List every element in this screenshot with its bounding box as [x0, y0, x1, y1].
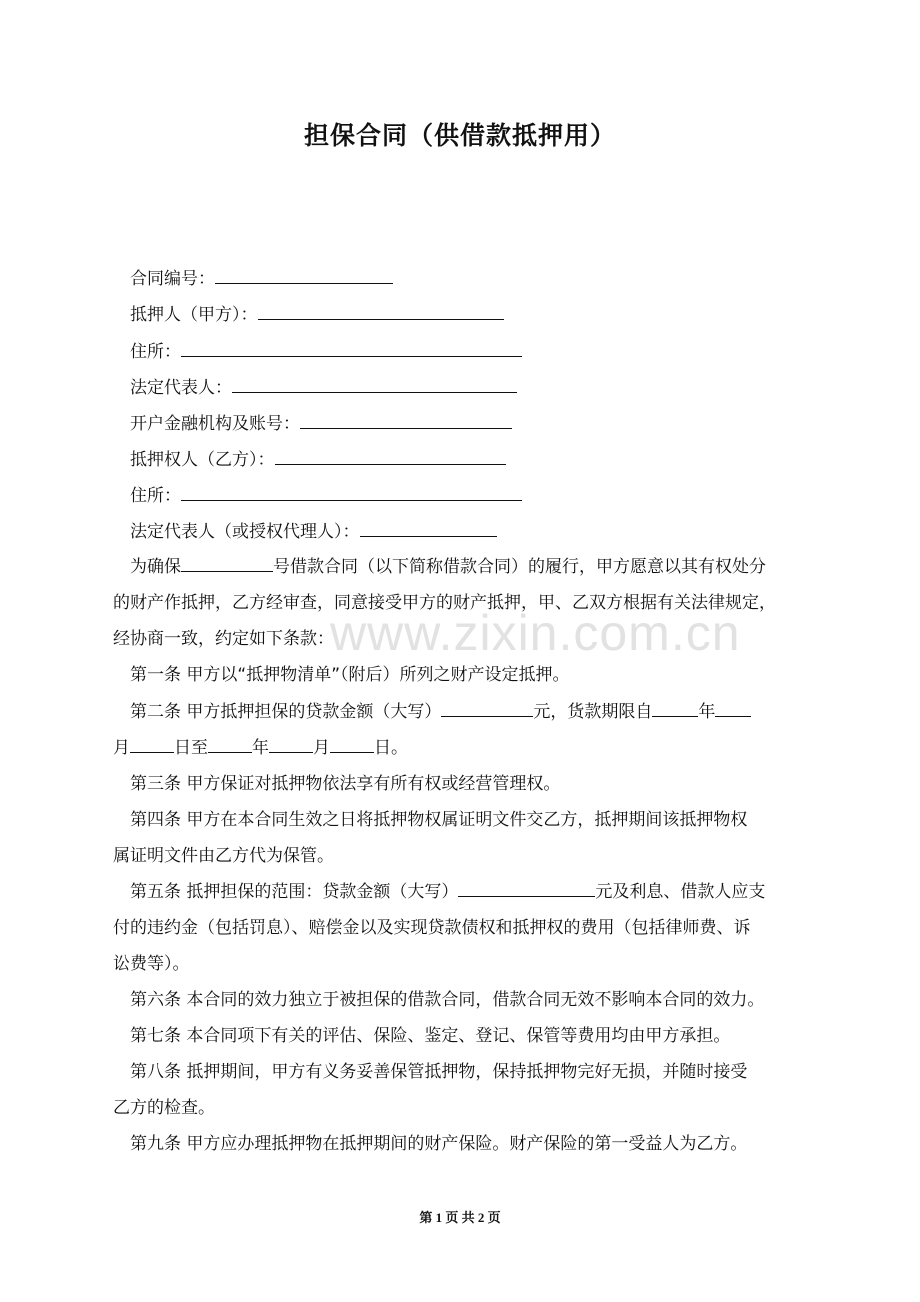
article-5-line-1: [130, 877, 765, 902]
article-2-line-1: [130, 697, 751, 722]
intro-text: 为确保: [130, 557, 181, 577]
legal-rep-a-field: [130, 373, 517, 398]
start-month-blank: [715, 702, 751, 717]
bank-account-blank: [300, 414, 512, 429]
day-label: 日。: [374, 738, 408, 758]
intro-line-2: 的财产作抵押，乙方经审查，同意接受甲方的财产抵押，甲、乙双方根据有关法律规定，: [113, 593, 776, 613]
article-3: 第三条 甲方保证对抵押物依法享有所有权或经营管理权。: [130, 774, 561, 794]
bank-account-label: 开户金融机构及账号：: [130, 414, 300, 434]
address-a-label: 住所：: [130, 342, 181, 362]
legal-rep-a-label: 法定代表人：: [130, 378, 232, 398]
legal-rep-a-blank: [232, 378, 517, 393]
legal-rep-b-label: 法定代表人（或授权代理人）：: [130, 522, 360, 542]
mortgagor-label: 抵押人（甲方）：: [130, 305, 258, 325]
loan-amount-blank: [441, 702, 533, 717]
address-b-blank: [181, 486, 522, 501]
article-2-line-2: [113, 733, 408, 758]
end-month-blank: [269, 738, 313, 753]
contract-number-field: [130, 264, 393, 289]
intro-line-1: [130, 552, 766, 577]
intro-line-3: 经协商一致，约定如下条款：: [113, 629, 334, 649]
end-day-blank: [330, 738, 374, 753]
article-9: 第九条 甲方应办理抵押物在抵押期间的财产保险。财产保险的第一受益人为乙方。: [130, 1134, 748, 1154]
mortgagor-field: [130, 300, 504, 325]
legal-rep-b-blank: [360, 522, 497, 537]
article-5-text: 元及利息、借款人应支: [595, 882, 766, 902]
address-b-label: 住所：: [130, 486, 181, 506]
article-4-line-1: 第四条 甲方在本合同生效之日将抵押物权属证明文件交乙方，抵押期间该抵押物权: [130, 810, 748, 830]
guarantee-amount-blank: [458, 882, 595, 897]
article-5-text: 第五条 抵押担保的范围：贷款金额（大写）: [130, 882, 459, 902]
article-2-text: 元，货款期限自: [533, 702, 653, 722]
mortgagee-blank: [275, 450, 506, 465]
article-2-text: 第二条 甲方抵押担保的贷款金额（大写）: [130, 702, 442, 722]
address-a-blank: [181, 342, 522, 357]
legal-rep-b-field: [130, 517, 497, 542]
article-5-line-3: 讼费等）。: [113, 954, 190, 974]
document-title: 担保合同（供借款抵押用）: [303, 121, 616, 150]
article-5-line-2: 付的违约金（包括罚息）、赔偿金以及实现贷款债权和抵押权的费用（包括律师费、诉: [113, 918, 751, 938]
year-label: 年: [698, 702, 716, 722]
intro-text: 号借款合同（以下简称借款合同）的履行，甲方愿意以其有权处分: [273, 557, 766, 577]
mortgagee-field: [130, 445, 506, 470]
page-footer: 第 1 页 共 2 页: [419, 1210, 501, 1225]
loan-contract-number-blank: [181, 557, 273, 572]
month-label: 月: [313, 738, 330, 758]
contract-number-label: 合同编号：: [130, 269, 215, 289]
contract-number-blank: [215, 269, 393, 284]
article-6: 第六条 本合同的效力独立于被担保的借款合同，借款合同无效不影响本合同的效力。: [130, 990, 765, 1010]
article-7: 第七条 本合同项下有关的评估、保险、鉴定、登记、保管等费用均由甲方承担。: [130, 1026, 731, 1046]
address-b-field: [130, 481, 522, 506]
bank-account-field: [130, 409, 512, 434]
article-4-line-2: 属证明文件由乙方代为保管。: [113, 846, 334, 866]
start-year-blank: [652, 702, 698, 717]
mortgagee-label: 抵押权人（乙方）：: [130, 450, 275, 470]
start-day-blank: [130, 738, 174, 753]
article-1: 第一条 甲方以“抵押物清单”（附后）所列之财产设定抵押。: [130, 665, 570, 685]
article-8-line-1: 第八条 抵押期间，甲方有义务妥善保管抵押物，保持抵押物完好无损，并随时接受: [130, 1062, 748, 1082]
watermark: www.zixin.com.cn: [330, 605, 741, 661]
address-a-field: [130, 337, 522, 362]
article-8-line-2: 乙方的检查。: [113, 1098, 215, 1118]
day-to-label: 日至: [174, 738, 208, 758]
year-label: 年: [252, 738, 269, 758]
mortgagor-blank: [258, 305, 504, 320]
month-label: 月: [113, 738, 130, 758]
end-year-blank: [208, 738, 252, 753]
